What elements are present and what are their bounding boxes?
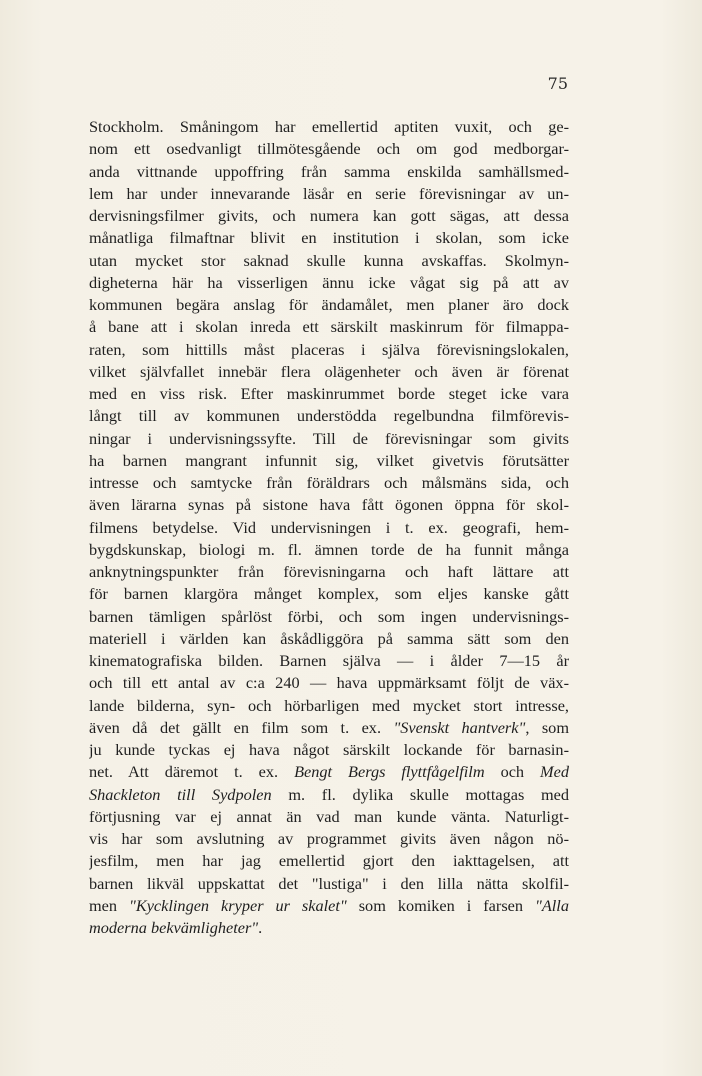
text-run: men bbox=[89, 895, 118, 915]
text-line: med en viss risk. Efter maskinrummet borde steget icke vara bbox=[89, 384, 569, 403]
film-title: Bengt Bergs flyttfågelfilm bbox=[294, 762, 485, 782]
page-number: 75 bbox=[547, 74, 568, 93]
text-run: och bbox=[500, 762, 525, 782]
text-line: barnen tämligen spårlöst förbi, och som ingen undervisnings- bbox=[89, 606, 569, 626]
text-line: digheterna här ha visserligen ännu icke vågat sig på att av bbox=[89, 272, 569, 292]
text-line: ningar i undervisningssyfte. Till de förevisningar som givits bbox=[89, 428, 569, 448]
body-text bbox=[89, 116, 569, 939]
text-line: utan mycket stor saknad skulle kunna avskaffas. Skolmyn- bbox=[89, 250, 569, 270]
text-line bbox=[89, 717, 569, 739]
text-line: kommunen begära anslag för ändamålet, men planer äro dock bbox=[89, 295, 569, 314]
text-line: vilket självfallet innebär flera olägenheter och även är förenat bbox=[89, 361, 569, 381]
film-title: "Svenskt hantverk" bbox=[393, 717, 526, 737]
text-line: barnen likväl uppskattat det "lustiga" i den lilla nätta skolfil- bbox=[89, 873, 569, 893]
text-line: även lärarna synas på sistone hava fått ögonen öppna för skol- bbox=[89, 495, 569, 515]
text-line bbox=[89, 917, 569, 939]
text-run: som komiken i farsen bbox=[358, 895, 524, 915]
text-run: net. Att däremot t. ex. bbox=[89, 762, 279, 782]
text-line: långt till av kommunen understödda regelbundna filmförevis- bbox=[89, 406, 569, 426]
text-run: m. fl. dylika skulle mottagas med bbox=[288, 784, 569, 804]
text-line: nom ett osedvanligt tillmötesgående och om god medborgar- bbox=[89, 139, 569, 159]
film-title: moderna bekvämligheter" bbox=[89, 918, 259, 937]
text-line: Stockholm. Småningom har emellertid aptiten vuxit, och ge- bbox=[89, 117, 569, 136]
text-line: ha barnen mangrant infunnit sig, vilket givetvis förutsätter bbox=[89, 450, 569, 470]
text-line: bygdskunskap, biologi m. fl. ämnen torde de ha funnit många bbox=[89, 539, 569, 559]
text-line bbox=[89, 895, 569, 917]
text-line: för barnen klargöra månget komplex, som eljes kanske gått bbox=[89, 584, 569, 604]
text-line: anda vittnande uppoffring från samma enskilda samhällsmed- bbox=[89, 161, 569, 181]
text-line: raten, som hittills måst placeras i själva förevisningslokalen, bbox=[89, 339, 569, 359]
text-line: dervisningsfilmer givits, och numera kan gott sägas, att dessa bbox=[89, 206, 569, 225]
text-line: vis har som avslutning av programmet givits även någon nö- bbox=[89, 829, 569, 848]
film-title: "Alla bbox=[535, 895, 569, 915]
text-line bbox=[89, 761, 569, 783]
text-line: förtjusning var ej annat än vad man kunde vänta. Naturligt- bbox=[89, 806, 569, 826]
text-line: ju kunde tyckas ej hava något särskilt lockande för barnasin- bbox=[89, 740, 569, 759]
film-title: "Kycklingen kryper ur skalet" bbox=[129, 895, 347, 915]
text-line: månatliga filmaftnar blivit en institution i skolan, som icke bbox=[89, 228, 569, 248]
text-run: även då det gällt en film som t. ex. bbox=[89, 717, 382, 737]
text-line: jesfilm, men har jag emellertid gjort den iakttagelsen, att bbox=[89, 851, 569, 871]
text-line: filmens betydelse. Vid undervisningen i t. ex. geografi, hem- bbox=[89, 517, 569, 537]
text-line: och till ett antal av c:a 240 — hava uppmärksamt följt de väx- bbox=[89, 673, 569, 693]
text-run: . bbox=[258, 918, 263, 937]
text-line: kinematografiska bilden. Barnen själva — i ålder 7—15 år bbox=[89, 651, 569, 670]
text-line: intresse och samtycke från föräldrars och målsmäns sida, och bbox=[89, 473, 569, 492]
text-line: lande bilderna, syn- och hörbarligen med mycket stort intresse, bbox=[89, 695, 569, 715]
text-run: , som bbox=[525, 717, 569, 737]
text-line: å bane att i skolan inreda ett särskilt maskinrum för filmappa- bbox=[89, 317, 569, 337]
film-title: Med bbox=[540, 762, 569, 782]
text-line: lem har under innevarande läsår en serie förevisningar av un- bbox=[89, 183, 569, 203]
text-line bbox=[89, 784, 569, 806]
text-line: materiell i världen kan åskådliggöra på samma sätt som den bbox=[89, 628, 569, 648]
text-line: anknytningspunkter från förevisningarna och haft lättare att bbox=[89, 562, 569, 581]
film-title: Shackleton till Sydpolen bbox=[89, 784, 272, 804]
